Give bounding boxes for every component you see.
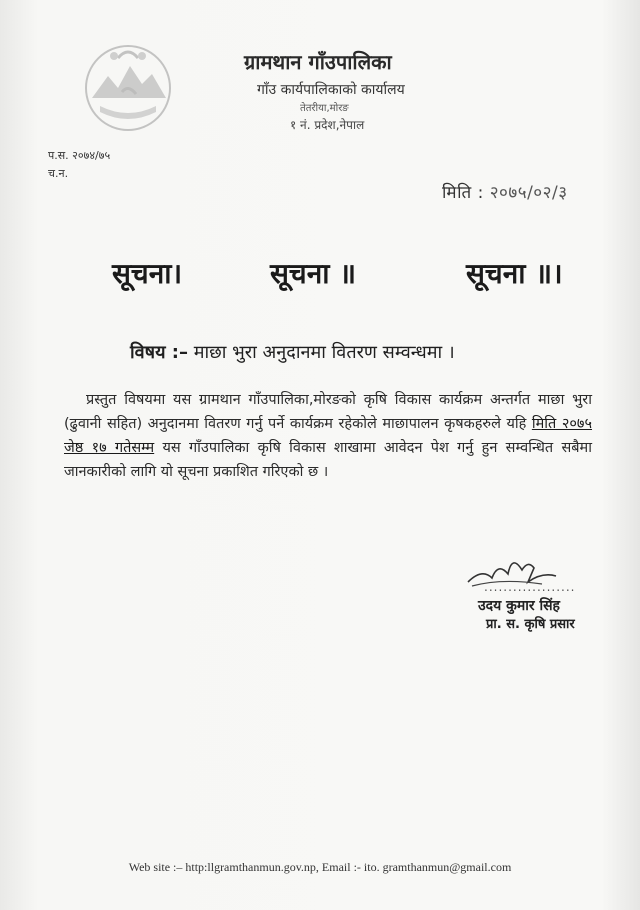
letter-body	[64, 388, 592, 484]
body-paragraph	[64, 388, 592, 484]
date-value: २०७५/०२/३	[489, 183, 568, 203]
body-text-1: प्रस्तुत विषयमा यस ग्रामथान गाँउपालिका,मोरङको कृषि विकास कार्यक्रम अन्तर्गत माछा भुरा (ढुवानी सहित) अनुदानमा वितरण गर्नु पर्ने कार्यक्रम रहेकोले माछापालन कृषकहरुले यहि	[64, 392, 592, 432]
reference-number: प.स. २०७४/७५	[48, 149, 111, 162]
footer-contact: Web site :– http:llgramthanmun.gov.np, Email :- ito. gramthanmun@gmail.com	[128, 860, 512, 874]
signatory-title: प्रा. स. कृषि प्रसार	[486, 617, 575, 632]
deadline-highlight: मिति २०७५ जेष्ठ १७ गतेसम्म	[64, 416, 593, 456]
org-name: ग्रामथान गाँउपालिका	[244, 50, 392, 74]
notice-heading-3: सूचना ॥।	[466, 257, 563, 290]
signatory-name: उदय कुमार सिंह	[478, 598, 560, 614]
nepal-emblem-icon	[78, 36, 178, 136]
subject-label: विषय :–	[130, 342, 188, 363]
address-line-2: १ नं. प्रदेश,नेपाल	[290, 118, 365, 132]
date-label: मिति :	[442, 183, 484, 203]
dispatch-number: च.न.	[48, 167, 69, 180]
office-name: गाँउ कार्यपालिकाको कार्यालय	[257, 82, 405, 98]
subject-line	[130, 340, 455, 364]
body-text-2: यस गाँउपालिका कृषि विकास शाखामा आवेदन पेश गर्नु हुन सम्वन्धित सबैमा जानकारीको लागि यो सूचना प्रकाशित गरिएको छ ।	[64, 440, 592, 480]
address-line-1: तेतरीया,मोरङ	[300, 103, 349, 114]
notice-heading-2: सूचना ॥	[270, 257, 357, 290]
signature-line: ...................	[484, 580, 576, 594]
subject-text: माछा भुरा अनुदानमा वितरण सम्वन्धमा ।	[193, 342, 455, 363]
notice-heading-1: सूचना।	[112, 257, 183, 290]
letter-date	[442, 180, 568, 203]
